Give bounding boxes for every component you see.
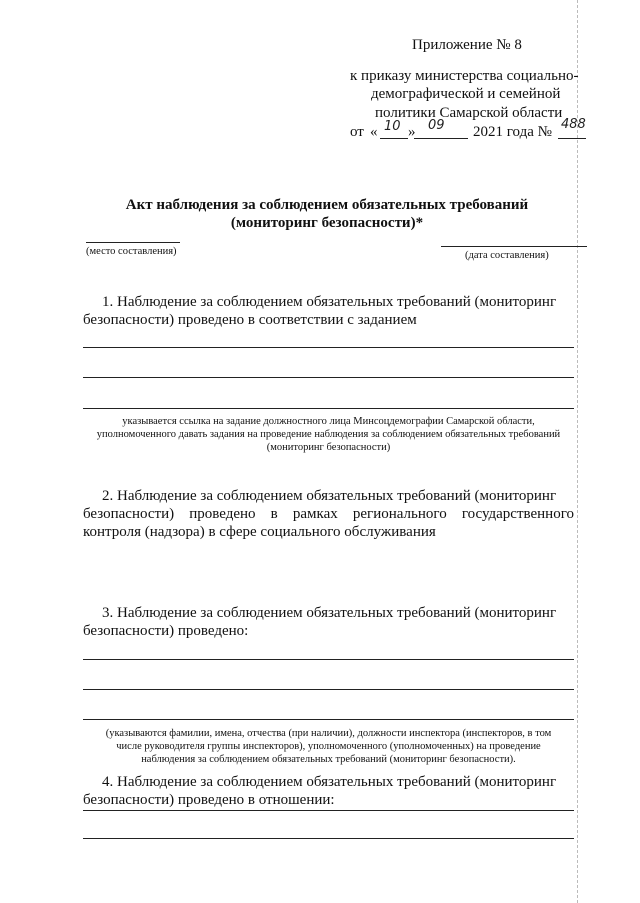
number-underline [558, 138, 586, 139]
order-month: 09 [428, 118, 445, 133]
month-underline [414, 138, 468, 139]
order-date-from: от [350, 124, 364, 140]
section-3-line-1: 3. Наблюдение за соблюдением обязательных требований (мониторинг [102, 605, 557, 621]
date-line [441, 246, 587, 247]
section-1-line-1: 1. Наблюдение за соблюдением обязательных требований (мониторинг [102, 294, 557, 310]
order-number: 488 [561, 117, 586, 132]
section-1-note-3: (мониторинг безопасности) [266, 442, 391, 453]
section-3-note-3: наблюдения за соблюдением обязательных требований (мониторинг безопасности). [141, 754, 516, 765]
section-3-line-2: безопасности) проведено: [83, 623, 249, 639]
date-label: (дата составления) [465, 250, 549, 261]
act-title-line-1: Акт наблюдения за соблюдением обязательных требований [125, 197, 529, 213]
order-line-2: демографической и семейной [371, 86, 561, 102]
place-label: (место составления) [86, 246, 177, 257]
fill-line [83, 719, 574, 720]
section-4-line-2: безопасности) проведено в отношении: [83, 792, 335, 808]
place-line [86, 242, 180, 243]
act-title-line-2: (мониторинг безопасности)* [230, 215, 424, 231]
fill-line [83, 689, 574, 690]
day-underline [380, 138, 408, 139]
section-3-note-2: числе руководителя группы инспекторов), уполномоченного (уполномоченных) на проведение [116, 741, 541, 752]
order-line-3: политики Самарской области [375, 105, 563, 121]
fill-line [83, 408, 574, 409]
quote-open: « [370, 124, 378, 140]
section-2-line-2: безопасности) проведено в рамках регионального государственного [83, 506, 574, 522]
quote-close: » [408, 124, 416, 140]
section-2-line-3: контроля (надзора) в сфере социального обслуживания [83, 524, 436, 540]
section-2-line-1: 2. Наблюдение за соблюдением обязательных требований (мониторинг [102, 488, 557, 504]
order-year: 2021 года № [473, 124, 552, 140]
fill-line [83, 347, 574, 348]
section-3-note-1: (указываются фамилии, имена, отчества (при наличии), должности инспектора (инспекторов, в том [105, 728, 552, 739]
section-1-note-1: указывается ссылка на задание должностного лица Минсоцдемографии Самарской области, [122, 416, 535, 427]
fill-line [83, 838, 574, 839]
order-day: 10 [384, 119, 401, 134]
appendix-number: Приложение № 8 [412, 37, 522, 53]
section-4-line-1: 4. Наблюдение за соблюдением обязательных требований (мониторинг [102, 774, 557, 790]
section-1-note-2: уполномоченного давать задания на проведение наблюдения за соблюдением обязательных требований [96, 429, 561, 440]
fill-line [83, 659, 574, 660]
fill-line [83, 377, 574, 378]
fill-line [83, 810, 574, 811]
section-1-line-2: безопасности) проведено в соответствии с заданием [83, 312, 417, 328]
order-line-1: к приказу министерства социально- [350, 68, 579, 84]
page-edge-mark [577, 0, 578, 903]
